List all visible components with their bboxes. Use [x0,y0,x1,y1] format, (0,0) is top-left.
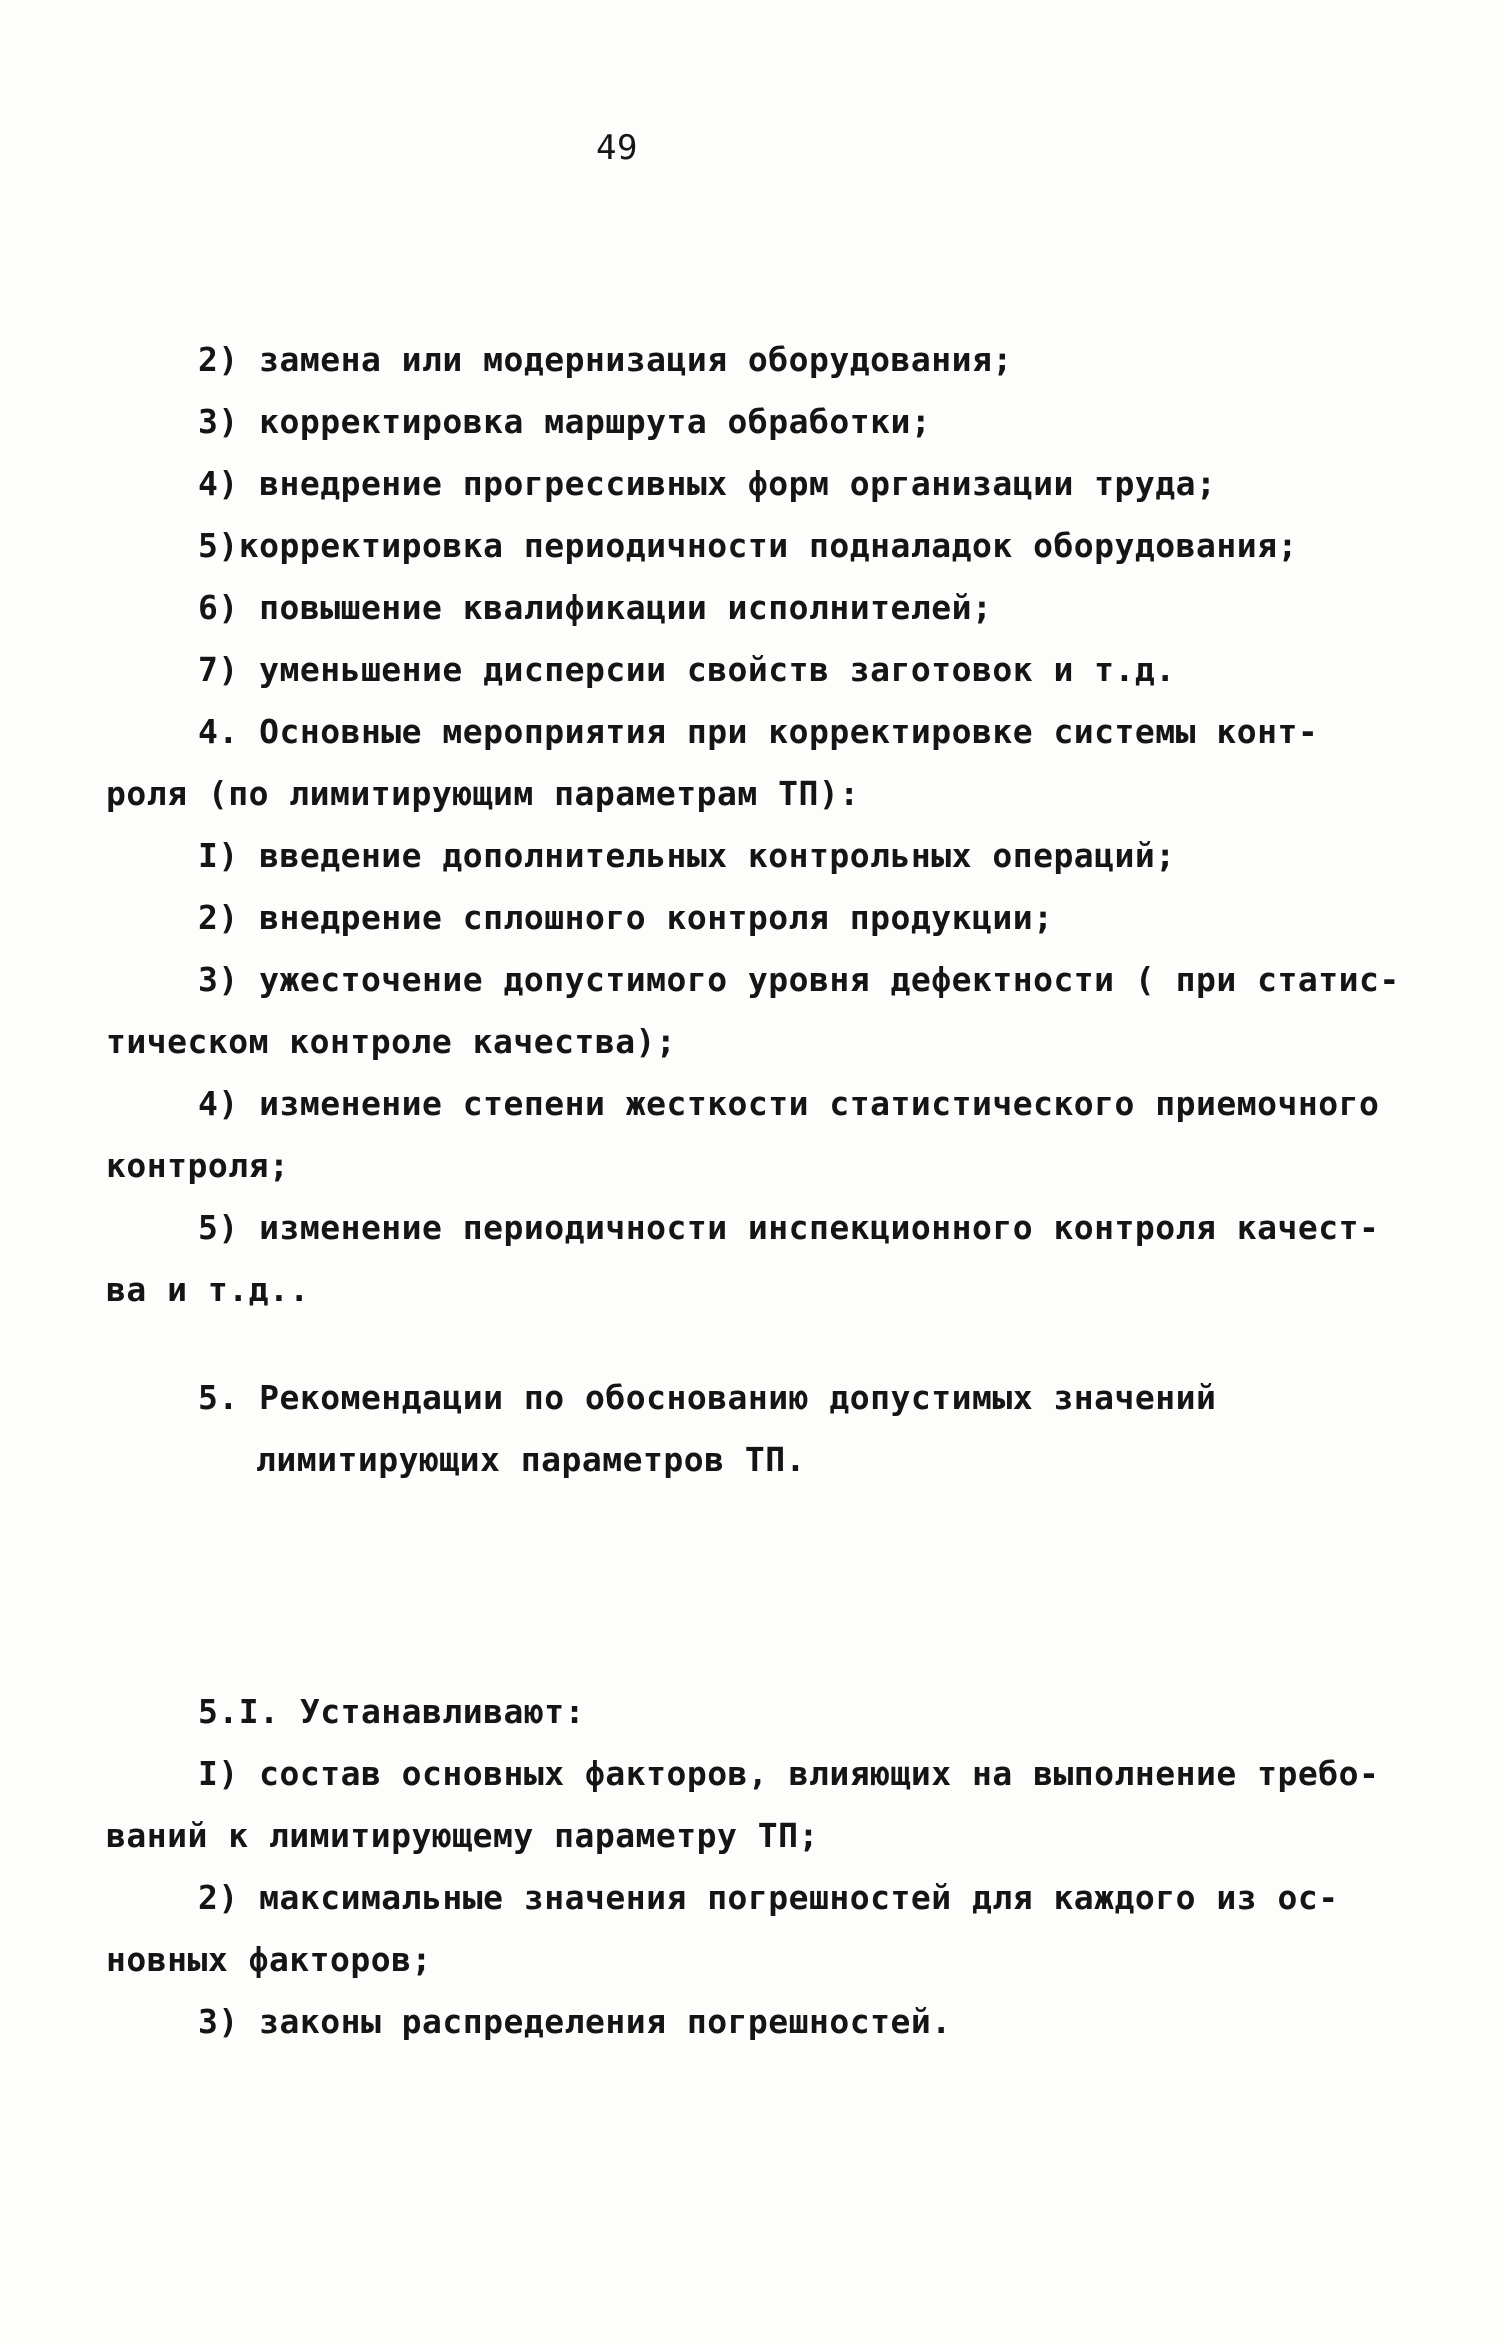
list-item-inspection-periodicity: 5) изменение периодичности инспекционного контроля качест- [198,1208,1380,1247]
list-item-continuous-control: 2) внедрение сплошного контроля продукции; [198,898,1054,937]
page-number: 49 [596,128,638,168]
list-item-stringency-cont: контроля; [106,1146,290,1185]
list-item-replacement-equipment: 2) замена или модернизация оборудования; [198,340,1013,379]
list-item-defect-level-cont: тическом контроле качества); [106,1022,677,1061]
paragraph-control-measures-cont: роля (по лимитирующим параметрам ТП): [106,774,860,813]
list-item-defect-level: 3) ужесточение допустимого уровня дефектности ( при статис- [198,960,1400,999]
list-item-additional-operations: I) введение дополнительных контрольных операций; [198,836,1176,875]
list-item-stringency: 4) изменение степени жесткости статистического приемочного [198,1084,1380,1123]
list-item-factors-cont: ваний к лимитирующему параметру ТП; [106,1816,819,1855]
section-heading-recommendations: 5. Рекомендации по обоснованию допустимых значений [198,1378,1217,1417]
section-heading-recommendations-cont: лимитирующих параметров ТП. [256,1440,806,1479]
list-item-dispersion: 7) уменьшение дисперсии свойств заготовок и т.д. [198,650,1176,689]
list-item-route-correction: 3) корректировка маршрута обработки; [198,402,932,441]
list-item-max-errors: 2) максимальные значения погрешностей для каждого из ос- [198,1878,1339,1917]
paragraph-control-measures: 4. Основные мероприятия при корректировке системы конт- [198,712,1319,751]
list-item-inspection-periodicity-cont: ва и т.д.. [106,1270,310,1309]
list-item-progressive-forms: 4) внедрение прогрессивных форм организации труда; [198,464,1217,503]
subsection-heading-establish: 5.I. Устанавливают: [198,1692,585,1731]
list-item-distribution-laws: 3) законы распределения погрешностей. [198,2002,952,2041]
list-item-qualification: 6) повышение квалификации исполнителей; [198,588,993,627]
list-item-max-errors-cont: новных факторов; [106,1940,432,1979]
list-item-factors: I) состав основных факторов, влияющих на выполнение требо- [198,1754,1380,1793]
list-item-adjustment-periodicity: 5)корректировка периодичности подналадок оборудования; [198,526,1298,565]
